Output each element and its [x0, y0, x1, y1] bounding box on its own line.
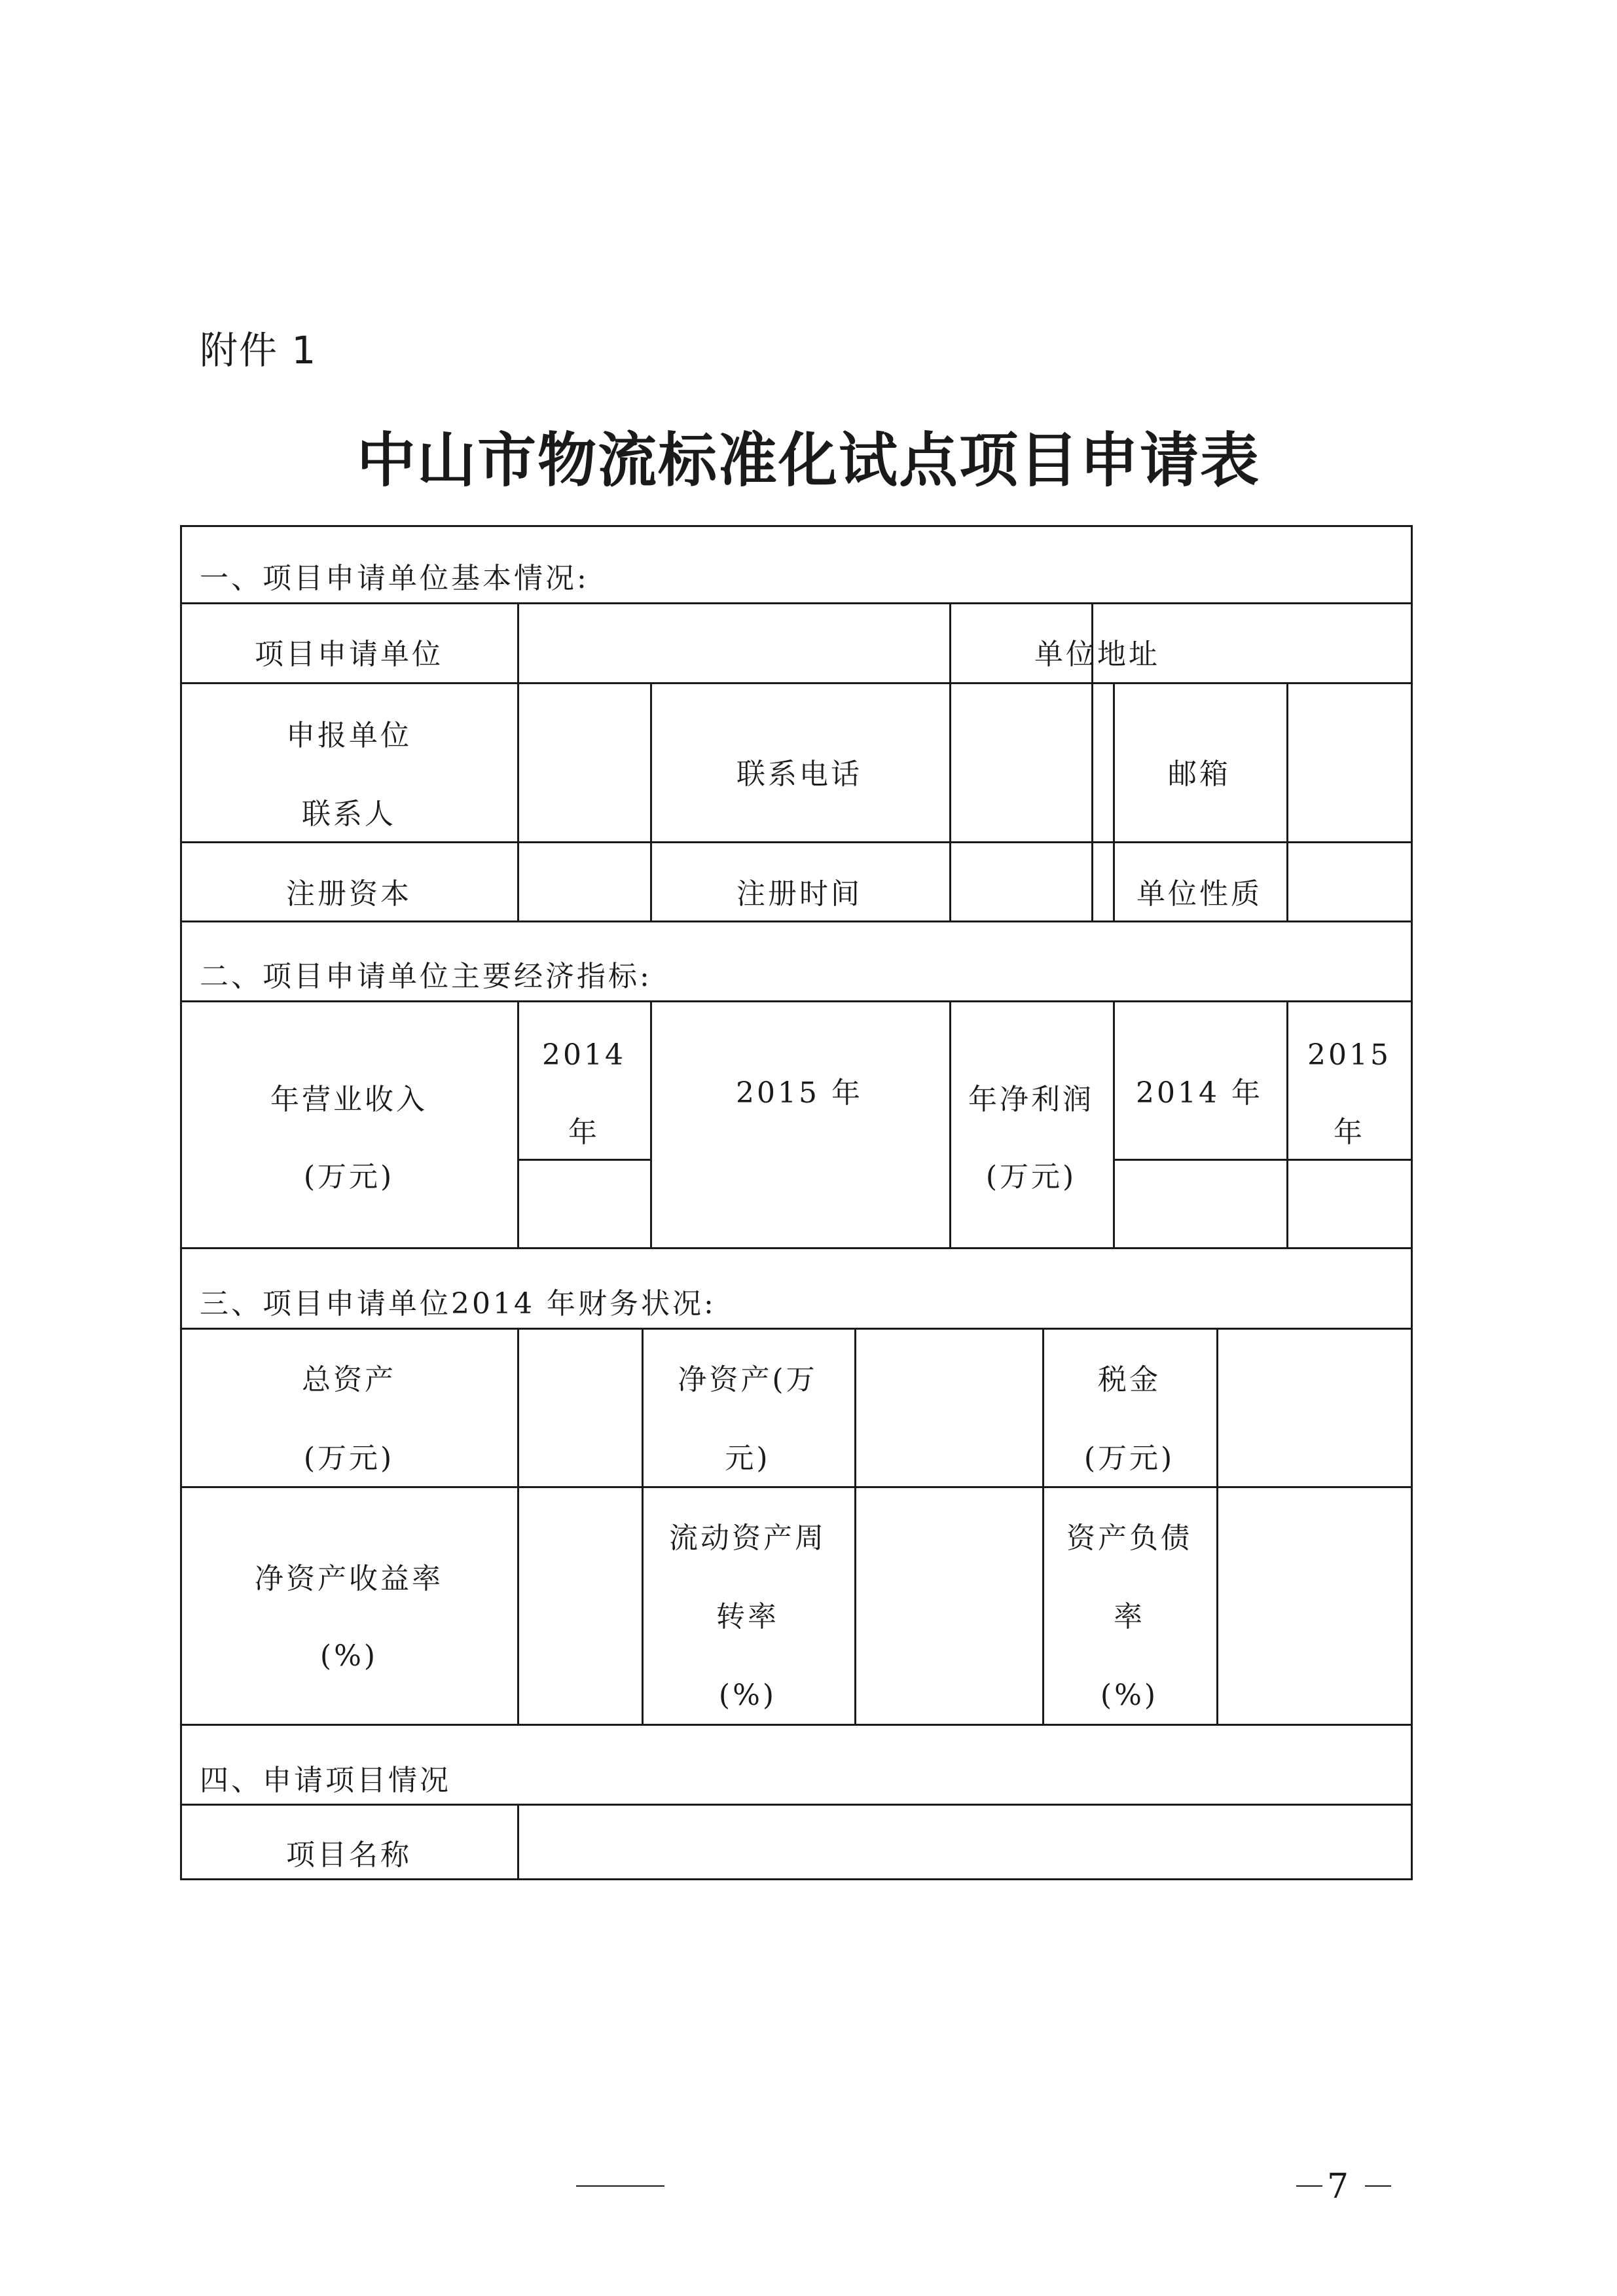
col-rule: [854, 1328, 856, 1725]
row-rule: [180, 1486, 1413, 1488]
col-rule: [1113, 1000, 1115, 1248]
label-contact-person: 申报单位: [286, 719, 412, 752]
col-rule: [517, 602, 519, 922]
label-tax-unit: (万元): [1083, 1442, 1175, 1475]
row-rule: [1113, 1159, 1413, 1161]
label-net-profit: 年净利润: [968, 1083, 1094, 1116]
label-registered-capital: 注册资本: [286, 877, 412, 911]
row-rule: [180, 1804, 1413, 1806]
label-annual-revenue-unit: (万元): [303, 1160, 395, 1194]
label-unit-address: 单位地址: [1034, 638, 1160, 671]
label-roe-unit: (%): [319, 1639, 378, 1673]
label-net-profit-unit: (万元): [985, 1160, 1077, 1194]
label-year-2014-profit: 2014 年: [1136, 1076, 1263, 1110]
label-applicant-unit: 项目申请单位: [255, 638, 443, 671]
label-debt-ratio-unit: (%): [1100, 1679, 1159, 1712]
label-net-assets: 净资产(万: [678, 1363, 818, 1396]
label-debt-ratio: 率: [1114, 1600, 1145, 1633]
col-rule: [642, 1328, 644, 1725]
row-rule: [180, 841, 1413, 843]
col-rule: [949, 602, 951, 922]
section-2-heading: 二、项目申请单位主要经济指标:: [200, 960, 652, 993]
col-rule: [1286, 1000, 1288, 1248]
row-rule: [180, 920, 1413, 922]
label-phone: 联系电话: [736, 757, 862, 791]
row-rule: [180, 1247, 1413, 1249]
label-annual-revenue: 年营业收入: [270, 1083, 427, 1116]
label-current-asset-turnover-unit: (%): [718, 1679, 777, 1712]
col-rule: [1216, 1328, 1218, 1725]
label-year-2014-revenue: 2014: [542, 1038, 626, 1072]
label-unit-nature: 单位性质: [1136, 877, 1262, 911]
label-current-asset-turnover: 流动资产周: [669, 1522, 826, 1555]
label-debt-ratio: 资产负债: [1066, 1522, 1192, 1555]
row-rule: [180, 1000, 1413, 1002]
col-rule: [949, 1000, 951, 1248]
form-title: 中山市物流标准化试点项目申请表: [357, 426, 1260, 495]
col-rule: [650, 1000, 652, 1248]
label-year-2015-profit: 年: [1334, 1116, 1365, 1149]
label-registration-time: 注册时间: [736, 877, 862, 911]
label-year-2015-profit: 2015: [1307, 1038, 1391, 1072]
row-rule: [180, 1328, 1413, 1330]
label-total-assets: 总资产: [302, 1363, 396, 1396]
attachment-label: 附件 1: [200, 328, 318, 373]
col-rule: [1286, 682, 1288, 922]
col-rule: [517, 1328, 519, 1725]
col-rule: [517, 1000, 519, 1248]
footer-rule-left: [576, 2185, 664, 2187]
label-contact-person: 联系人: [302, 797, 396, 831]
col-rule: [1042, 1328, 1044, 1725]
col-rule: [650, 682, 652, 922]
label-project-name: 项目名称: [286, 1838, 412, 1872]
label-year-2015-revenue: 2015 年: [736, 1076, 863, 1110]
label-tax: 税金: [1098, 1363, 1161, 1396]
label-year-2014-revenue: 年: [568, 1116, 600, 1149]
section-1-heading: 一、项目申请单位基本情况:: [200, 562, 589, 595]
label-email: 邮箱: [1168, 757, 1231, 791]
row-rule: [517, 1159, 650, 1161]
section-4-heading: 四、申请项目情况: [200, 1764, 451, 1797]
label-net-assets-unit: 元): [725, 1442, 771, 1475]
footer-dash-left: [1296, 2185, 1322, 2187]
row-rule: [180, 602, 1413, 604]
col-rule: [1113, 682, 1115, 922]
row-rule: [180, 1724, 1413, 1726]
label-current-asset-turnover: 转率: [716, 1600, 779, 1633]
col-rule: [517, 1804, 519, 1880]
section-3-heading: 三、项目申请单位2014 年财务状况:: [200, 1287, 716, 1321]
label-total-assets-unit: (万元): [303, 1442, 395, 1475]
label-roe: 净资产收益率: [255, 1562, 443, 1595]
row-rule: [180, 682, 1413, 684]
footer-dash-right: [1365, 2185, 1391, 2187]
